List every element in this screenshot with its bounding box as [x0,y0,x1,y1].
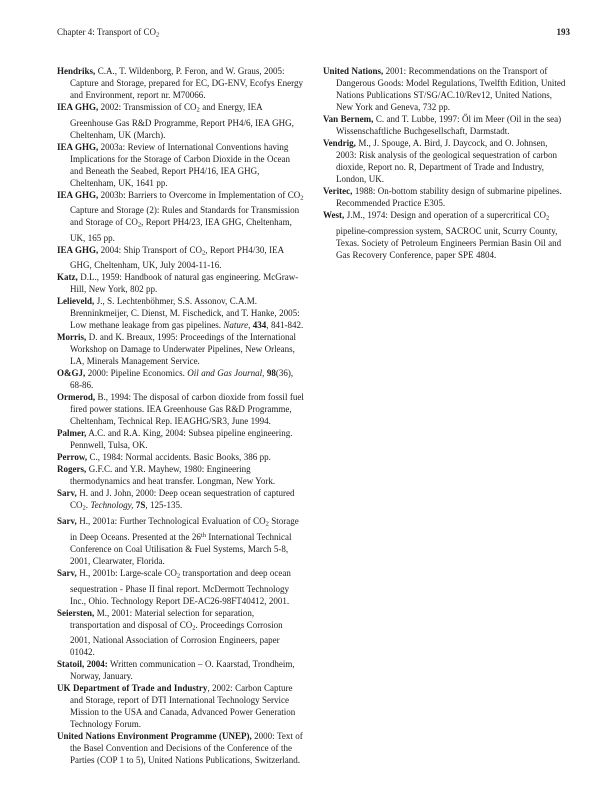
reference-text-segment: H., 2001b: Large-scale CO [76,568,177,578]
reference-text-segment: C.A., T. Wildenborg, P. Feron, and W. Graus, 2005: Capture and Storage, prepared for EC, DG-ENV, Ecofys Energy and Environment, report nr. M70066. [70,66,303,100]
reference-entry [57,101,304,141]
page-number: 193 [556,27,570,37]
reference-entry [57,331,304,367]
reference-text-segment: D.L., 1959: Handbook of natural gas engineering. McGraw-Hill, New York, 802 pp. [70,272,299,294]
reference-text-segment: , [248,320,253,330]
reference-text-segment: pipeline-compression system, SACROC unit, Scurry County, Texas. Society of Petroleum Engineers Permian Basin Oil and Gas Recovery Conference, paper SPE 4804. [336,225,562,260]
reference-text-segment: 1988: On-bottom stability design of submarine pipelines. Recommended Practice E305. [336,186,562,208]
reference-text-segment: transportation and deep ocean sequestration - Phase II final report. McDermott Technology Inc., Ohio. Technology Report DE-AC26-98FT40412, 2001. [70,568,291,606]
reference-text-segment: United Nations, [323,66,384,76]
reference-entry [57,244,304,272]
reference-text-segment: 2 [546,214,550,222]
reference-text-segment: Capture and Storage (2): Rules and Standards for Transmission and Storage of CO [70,205,300,227]
reference-text-segment: Sarv, [57,568,77,578]
reference-text-segment: 2003a: Review of International Conventions having Implications for the Storage of Carbon Dioxide in the Ocean and Beneath the Seabed, Report PH4/16, IEA GHG, Cheltenham, UK, 1641 pp. [70,141,290,188]
reference-text-segment: Storage in Deep Oceans. Presented at the 26 [70,515,299,542]
running-header [57,27,570,41]
reference-text-segment: Ormerod, [57,392,96,402]
reference-text-segment: , Report PH4/23, IEA GHG, Cheltenham, UK, 165 pp. [70,217,292,243]
reference-text-segment: 2001: Recommendations on the Transport of Dangerous Goods: Model Regulations, Twelfth Edition, United Nations Publications ST/SG/AC.10/Rev12, United Nations, New York and Geneva, 732 pp. [336,66,566,112]
reference-text-segment: Van Bernem, [323,114,374,124]
reference-text-segment: 2 [156,31,160,39]
reference-text-segment: , 841-842. [266,320,304,330]
reference-text-segment: . Proceedings Corrosion 2001, National Association of Corrosion Engineers, paper 01042. [70,619,283,657]
reference-text-segment: B., 1994: The disposal of carbon dioxide from fossil fuel fired power stations. IEA Greenhouse Gas R&D Programme, Cheltenham, Technical Rep. IEAGHG/SR3, June 1994. [70,392,304,426]
reference-text-segment: Statoil, 2004: [57,659,108,669]
reference-entry [57,463,304,487]
reference-text-segment: J.M., 1974: Design and operation of a supercritical CO [344,210,547,220]
reference-entry [323,209,570,261]
references-columns [57,65,570,766]
reference-entry [57,658,304,682]
reference-text-segment: 2 [196,106,200,114]
reference-entry [57,367,304,391]
reference-text-segment: , [262,368,267,378]
reference-entry [57,607,304,659]
reference-entry [57,391,304,427]
reference-text-segment: 2 [265,520,269,527]
reference-text-segment: 2 [202,249,206,256]
reference-text-segment: J., S. Lechtenböhmer, S.S. Assonov, C.A.M. Brenninkmeijer, C. Dienst, M. Fischedick, and T. Hanke, 2005: Low methane leakage from gas pipelines. [70,296,300,330]
reference-text-segment: Perrow, [57,452,88,462]
reference-text-segment: Oil and Gas Journal [187,368,263,378]
reference-entry [323,65,570,113]
reference-text-segment: C., 1984: Normal accidents. Basic Books, 386 pp. [87,452,271,462]
chapter-title [57,27,159,41]
reference-text-segment: 2004: Ship Transport of CO [98,244,202,255]
reference-text-segment: 2 [137,221,142,229]
reference-text-segment: 2 [300,194,304,201]
reference-text-segment: M., J. Spouge, A. Bird, J. Daycock, and O. Johnsen, 2003: Risk analysis of the geological sequestration of carbon dioxide, Report no. R, Department of Trade and Industry, London, UK. [336,138,558,184]
reference-text-segment: IEA GHG, [57,102,99,112]
reference-text-segment: Katz, [57,272,78,282]
reference-text-segment: United Nations Environment Programme (UNEP), [57,731,252,741]
reference-text-segment: IEA GHG, [57,189,99,200]
reference-text-segment: Vendrig, [323,138,356,148]
reference-entry [57,427,304,451]
reference-text-segment: 2003b: Barriers to Overcome in Implementation of CO [98,189,301,200]
reference-text-segment: O&GJ, [57,368,86,378]
references-column-left [57,65,304,766]
reference-entry [57,730,304,766]
reference-text-segment: Technology, [90,500,134,510]
reference-entry [57,65,304,101]
reference-text-segment: 2000: Text of the Basel Convention and Decisions of the Conference of the Parties (COP 1 to 5), United Nations Publications, Switzerland. [70,731,303,765]
reference-text-segment: 2 [82,504,86,512]
reference-text-segment: Chapter 4: Transport of CO [57,27,156,37]
reference-text-segment: 2000: Pipeline Economics. [85,368,188,378]
reference-text-segment: International Technical Conference on Coal Utilisation & Fuel Systems, March 5-8, 2001, Clearwater, Florida. [70,532,292,566]
reference-text-segment: th [200,532,206,539]
reference-text-segment: , 125-135. [145,500,183,510]
reference-text-segment: 434 [252,320,267,330]
reference-text-segment: Palmer, [57,428,87,438]
reference-entry [323,113,570,137]
reference-text-segment: Morris, [57,332,87,342]
reference-text-segment: Rogers, [57,464,87,474]
reference-text-segment: and Energy, IEA Greenhouse Gas R&D Programme, Report PH4/6, IEA GHG, Cheltenham, UK (March). [70,102,294,140]
reference-entry [323,185,570,209]
reference-text-segment: Nature [223,320,249,330]
reference-entry [57,451,304,463]
reference-text-segment: UK Department of Trade and Industry [57,683,208,693]
reference-entry [57,567,304,607]
reference-text-segment: H. and J. John, 2000: Deep ocean sequestration of captured CO [70,488,295,510]
reference-text-segment: (36), 68-86. [70,368,294,390]
reference-text-segment: Sarv, [57,488,77,498]
references-column-right [323,65,570,766]
reference-entry [57,682,304,730]
reference-text-segment: 2 [176,572,181,580]
reference-text-segment: Hendriks, [57,66,96,76]
reference-text-segment: Veritec, [323,186,353,196]
reference-text-segment: . [85,500,91,510]
reference-text-segment: Lelieveld, [57,296,95,306]
reference-entry [57,271,304,295]
reference-text-segment: M., 2001: Material selection for separation, transportation and disposal of CO [70,607,255,630]
reference-text-segment: C. and T. Lubbe, 1997: Ől im Meer (Oil in the sea) Wissenschaftliche Buchgesellschaft, Darmstadt. [336,114,562,136]
reference-text-segment: H., 2001a: Further Technological Evaluation of CO [76,515,266,526]
reference-text-segment: 7S [135,500,146,510]
reference-entry [57,487,304,515]
reference-text-segment: 2002: Transmission of CO [98,102,197,112]
reference-text-segment: IEA GHG, [57,244,99,255]
reference-text-segment: 2 [192,624,196,631]
reference-text-segment: 98 [266,368,276,378]
reference-entry [57,515,304,568]
reference-text-segment: West, [323,210,345,220]
reference-text-segment: Written communication – O. Kaarstad, Trondheim, Norway, January. [70,659,295,681]
reference-entry [57,295,304,331]
reference-text-segment: G.F.C. and Y.R. Mayhew, 1980: Engineering thermodynamics and heat transfer. Longman, New York. [70,464,276,486]
reference-text-segment: D. and K. Breaux, 1995: Proceedings of the International Workshop on Damage to Underwater Pipelines, New Orleans, LA, Minerals Management Service. [70,332,296,366]
reference-text-segment: Sarv, [57,515,77,526]
reference-entry [57,189,304,244]
reference-entry [323,137,570,185]
reference-text-segment: IEA GHG, [57,141,99,152]
reference-text-segment: , 2002: Carbon Capture and Storage, report of DTI International Technology Service Mission to the USA and Canada, Advanced Power Generation Technology Forum. [70,683,296,729]
reference-text-segment: Seiersten, [57,607,95,618]
reference-text-segment: A.C. and R.A. King, 2004: Subsea pipeline engineering. Pennwell, Tulsa, OK. [70,428,293,450]
reference-entry [57,141,304,189]
reference-text-segment: , Report PH4/30, IEA GHG, Cheltenham, UK, July 2004-11-16. [70,244,284,270]
